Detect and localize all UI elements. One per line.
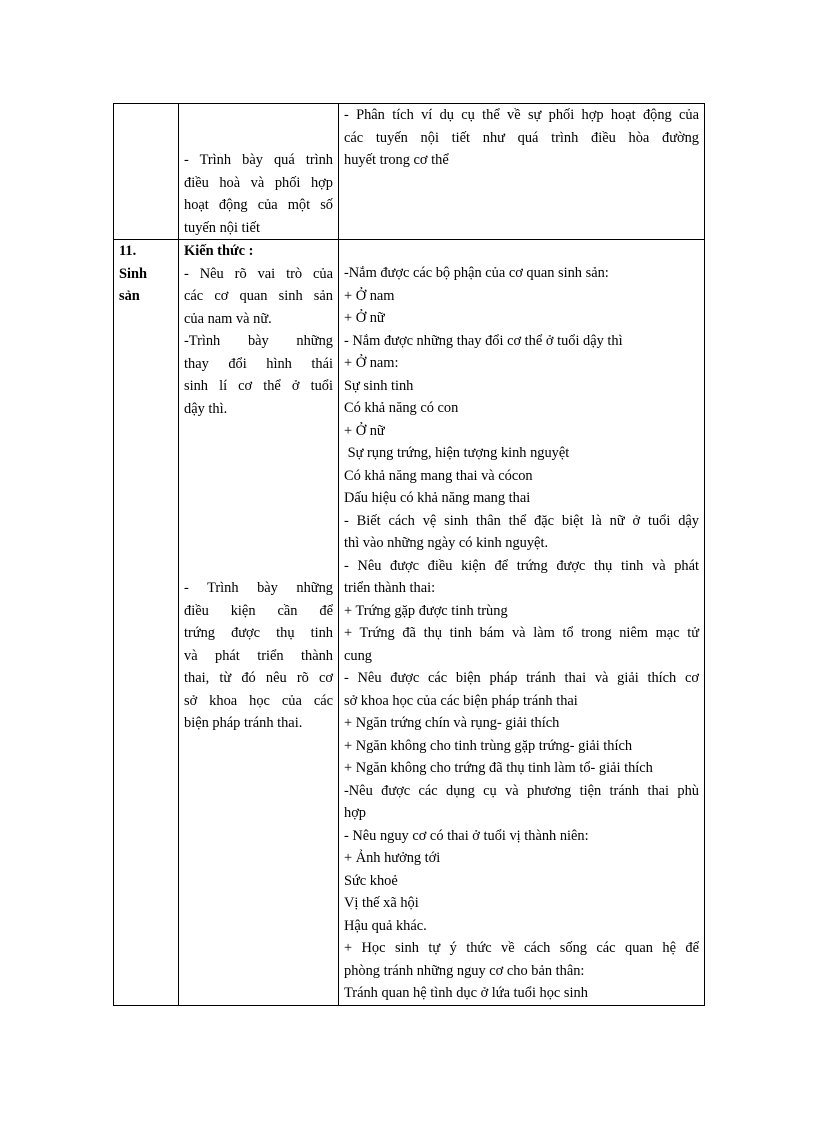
detail-line: Có khả năng có con <box>344 400 459 416</box>
objective-line: các cơ quan sinh sản <box>184 288 333 304</box>
detail-line: - Nêu nguy cơ có thai ở tuổi vị thành niên: <box>344 827 589 844</box>
detail-line: + Học sinh tự ý thức về cách sống các quan hệ để <box>344 940 699 956</box>
detail-cell <box>339 104 705 240</box>
table-row-endocrine <box>114 104 705 240</box>
detail-line: Vị thế xã hội <box>344 895 419 911</box>
detail-line: Dấu hiệu có khả năng mang thai <box>344 490 531 506</box>
detail-line: -Nêu được các dụng cụ và phương tiện tránh thai phù <box>344 782 699 799</box>
detail-line: + Ngăn trứng chín và rụng- giải thích <box>344 715 560 731</box>
objective-line: tuyến nội tiết <box>184 219 260 236</box>
objective-line: sinh lí cơ thể ở tuổi <box>184 378 333 394</box>
detail-line: + Ngăn không cho trứng đã thụ tinh làm tổ- giải thích <box>344 760 653 776</box>
detail-line: Có khả năng mang thai và cócon <box>344 467 533 484</box>
detail-line: Tránh quan hệ tình dục ở lứa tuổi học sinh <box>344 985 588 1001</box>
objective-line: điều hoà và phối hợp <box>184 174 333 191</box>
detail-line: - Nêu được các biện pháp tránh thai và giải thích cơ <box>344 670 699 686</box>
detail-line: + Ở nam <box>344 287 395 304</box>
objective-line: hoạt động của một số <box>184 197 333 213</box>
curriculum-table <box>113 103 705 1006</box>
detail-line: triển thành thai: <box>344 580 436 596</box>
objective-line: thai, từ đó nêu rõ cơ <box>184 670 333 686</box>
detail-line: + Ảnh hưởng tới <box>344 850 441 866</box>
objective-cell <box>179 240 339 1006</box>
detail-line: + Ở nữ <box>344 422 385 439</box>
detail-line: + Trứng gặp được tinh trùng <box>344 602 508 619</box>
detail-line: Sự sinh tinh <box>344 377 414 394</box>
objective-line: thay đổi hình thái <box>184 355 333 372</box>
detail-line: + Trứng đã thụ tinh bám và làm tổ trong niêm mạc tử <box>344 625 699 641</box>
topic-number: 11. <box>119 243 137 259</box>
detail-line: Hậu quả khác. <box>344 917 427 934</box>
objective-line: sở khoa học của các <box>184 692 333 709</box>
objective-cell <box>179 104 339 240</box>
objective-line: trứng được thụ tinh <box>184 625 333 641</box>
objective-line: - Nêu rõ vai trò của <box>184 265 333 282</box>
topic-title: sản <box>119 288 140 304</box>
objective-line: biện pháp tránh thai. <box>184 715 303 731</box>
objective-line: dậy thì. <box>184 400 228 417</box>
detail-line: Sức khoẻ <box>344 872 398 889</box>
objective-line: - Trình bày những <box>184 580 333 596</box>
objective-line: và phát triển thành <box>184 647 333 664</box>
detail-line: cung <box>344 647 372 664</box>
detail-line: - Biết cách vệ sinh thân thể đặc biệt là nữ ở tuổi dậy <box>344 512 699 529</box>
detail-line: các tuyến nội tiết như quá trình điều hòa đường <box>344 129 699 146</box>
detail-line: sở khoa học của các biện pháp tránh thai <box>344 692 578 709</box>
detail-line: Sự rụng trứng, hiện tượng kinh nguyệt <box>344 445 570 461</box>
topic-cell-empty <box>114 104 179 240</box>
detail-line: + Ngăn không cho tinh trùng gặp trứng- giải thích <box>344 737 633 754</box>
topic-title: Sinh <box>119 265 148 282</box>
objective-line: - Trình bày quá trình <box>184 152 333 168</box>
objective-line: -Trình bày những <box>184 333 333 349</box>
detail-line: thì vào những ngày có kinh nguyệt. <box>344 535 549 551</box>
detail-line: + Ở nam: <box>344 355 399 371</box>
table-row-reproduction <box>114 240 705 1006</box>
detail-line: hợp <box>344 805 367 821</box>
detail-line: huyết trong cơ thể <box>344 152 449 168</box>
detail-line: -Nắm được các bộ phận của cơ quan sinh sản: <box>344 265 609 281</box>
objective-line: điều kiện cần để <box>184 602 333 619</box>
detail-line: - Phân tích ví dụ cụ thể về sự phối hợp hoạt động của <box>344 107 699 123</box>
detail-line: phòng tránh những nguy cơ cho bản thân: <box>344 962 585 979</box>
detail-cell <box>339 240 705 1006</box>
objective-line: của nam và nữ. <box>184 310 272 327</box>
detail-line: - Nắm được những thay đổi cơ thể ở tuổi dậy thì <box>344 332 623 349</box>
detail-line: - Nêu được điều kiện để trứng được thụ tinh và phát <box>344 557 699 574</box>
detail-line: + Ở nữ <box>344 310 385 326</box>
knowledge-heading: Kiến thức : <box>184 243 254 259</box>
topic-cell <box>114 240 179 1006</box>
